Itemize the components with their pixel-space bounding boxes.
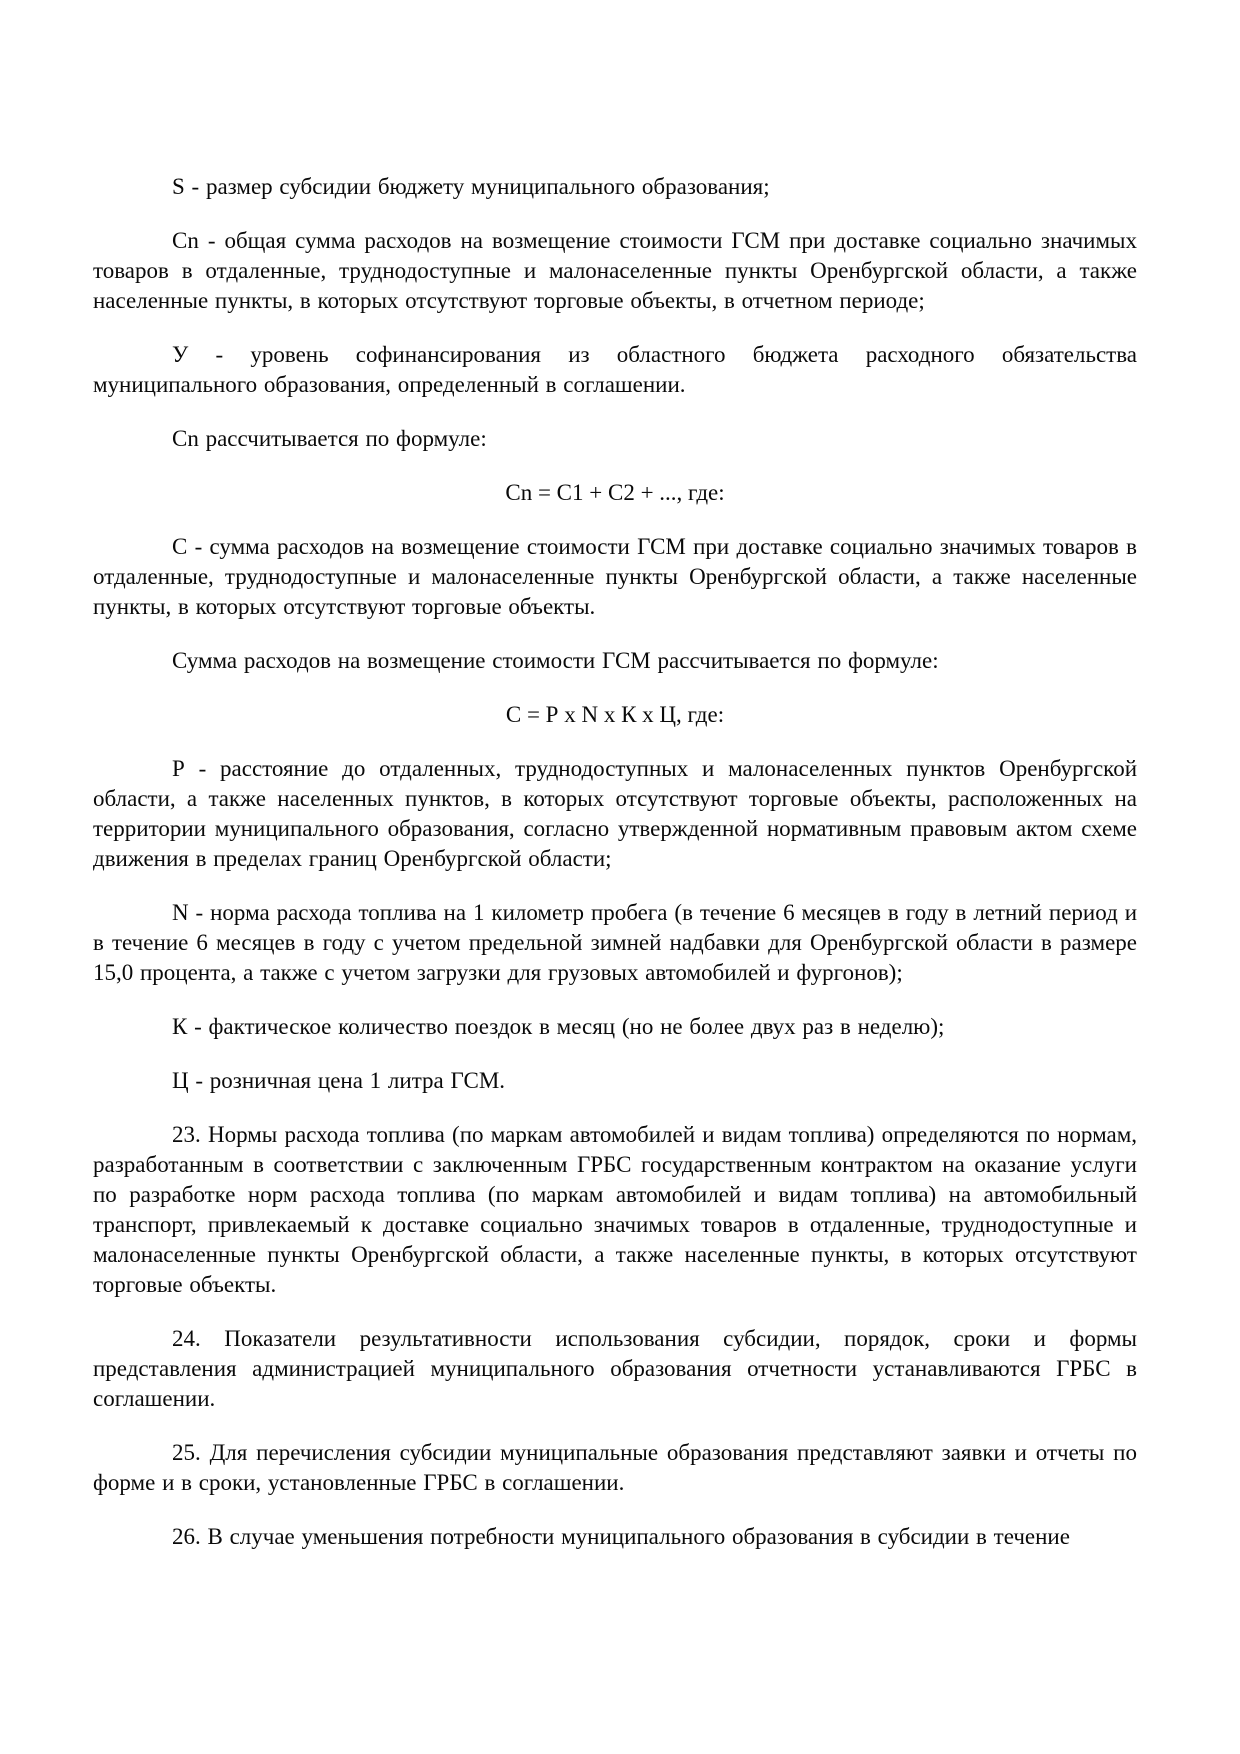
document-text-block — [93, 172, 1137, 1576]
formula-c: С = Р х N х К х Ц, где: — [505, 702, 725, 727]
paragraph-c-formula-intro: Сумма расходов на возмещение стоимости ГСМ рассчитывается по формуле: — [172, 648, 939, 673]
paragraph-cn-formula-intro: Cn рассчитывается по формуле: — [172, 426, 487, 451]
paragraph-u-definition: У - уровень софинансирования из областного бюджета расходного обязательства муниципального образования, определенный в соглашении. — [93, 342, 1137, 397]
paragraph-n-definition: N - норма расхода топлива на 1 километр пробега (в течение 6 месяцев в году в летний период и в течение 6 месяцев в году с учетом предельной зимней надбавки для Оренбургской области в размере 15,0 процента, а также с учетом загрузки для грузовых автомобилей и фургонов); — [93, 900, 1137, 985]
paragraph-p-definition: Р - расстояние до отдаленных, труднодоступных и малонаселенных пунктов Оренбургской области, а также населенных пунктов, в которых отсутствуют торговые объекты, расположенных на территории муниципального образования, согласно утвержденной нормативным правовым актом схеме движения в пределах границ Оренбургской области; — [93, 756, 1137, 871]
paragraph-c-definition: С - сумма расходов на возмещение стоимости ГСМ при доставке социально значимых товаров в отдаленные, труднодоступные и малонаселенные пункты Оренбургской области, а также населенные пункты, в которых отсутствуют торговые объекты. — [93, 534, 1137, 619]
paragraph-k-definition: К - фактическое количество поездок в месяц (но не более двух раз в неделю); — [172, 1014, 945, 1039]
paragraph-item-25: 25. Для перечисления субсидии муниципальные образования представляют заявки и отчеты по форме и в сроки, установленные ГРБС в соглашении. — [93, 1440, 1137, 1495]
paragraph-item-26: 26. В случае уменьшения потребности муниципального образования в субсидии в течение — [172, 1524, 1070, 1549]
paragraph-item-23: 23. Нормы расхода топлива (по маркам автомобилей и видам топлива) определяются по нормам, разработанным в соответствии с заключенным ГРБС государственным контрактом на оказание услуги по разработке норм расхода топлива (по маркам автомобилей и видам топлива) на автомобильный транспорт, привлекаемый к доставке социально значимых товаров в отдаленные, труднодоступные и малонаселенные пункты Оренбургской области, а также населенные пункты, в которых отсутствуют торговые объекты. — [93, 1122, 1137, 1297]
paragraph-item-24: 24. Показатели результативности использования субсидии, порядок, сроки и формы представления администрацией муниципального образования отчетности устанавливаются ГРБС в соглашении. — [93, 1326, 1137, 1411]
formula-cn: Cn = C1 + C2 + ..., где: — [505, 480, 725, 505]
paragraph-ts-definition: Ц - розничная цена 1 литра ГСМ. — [172, 1068, 506, 1093]
paragraph-cn-definition: Cn - общая сумма расходов на возмещение стоимости ГСМ при доставке социально значимых товаров в отдаленные, труднодоступные и малонаселенные пункты Оренбургской области, а также населенные пункты, в которых отсутствуют торговые объекты, в отчетном периоде; — [93, 228, 1137, 313]
paragraph-s-definition: S - размер субсидии бюджету муниципального образования; — [172, 174, 770, 199]
